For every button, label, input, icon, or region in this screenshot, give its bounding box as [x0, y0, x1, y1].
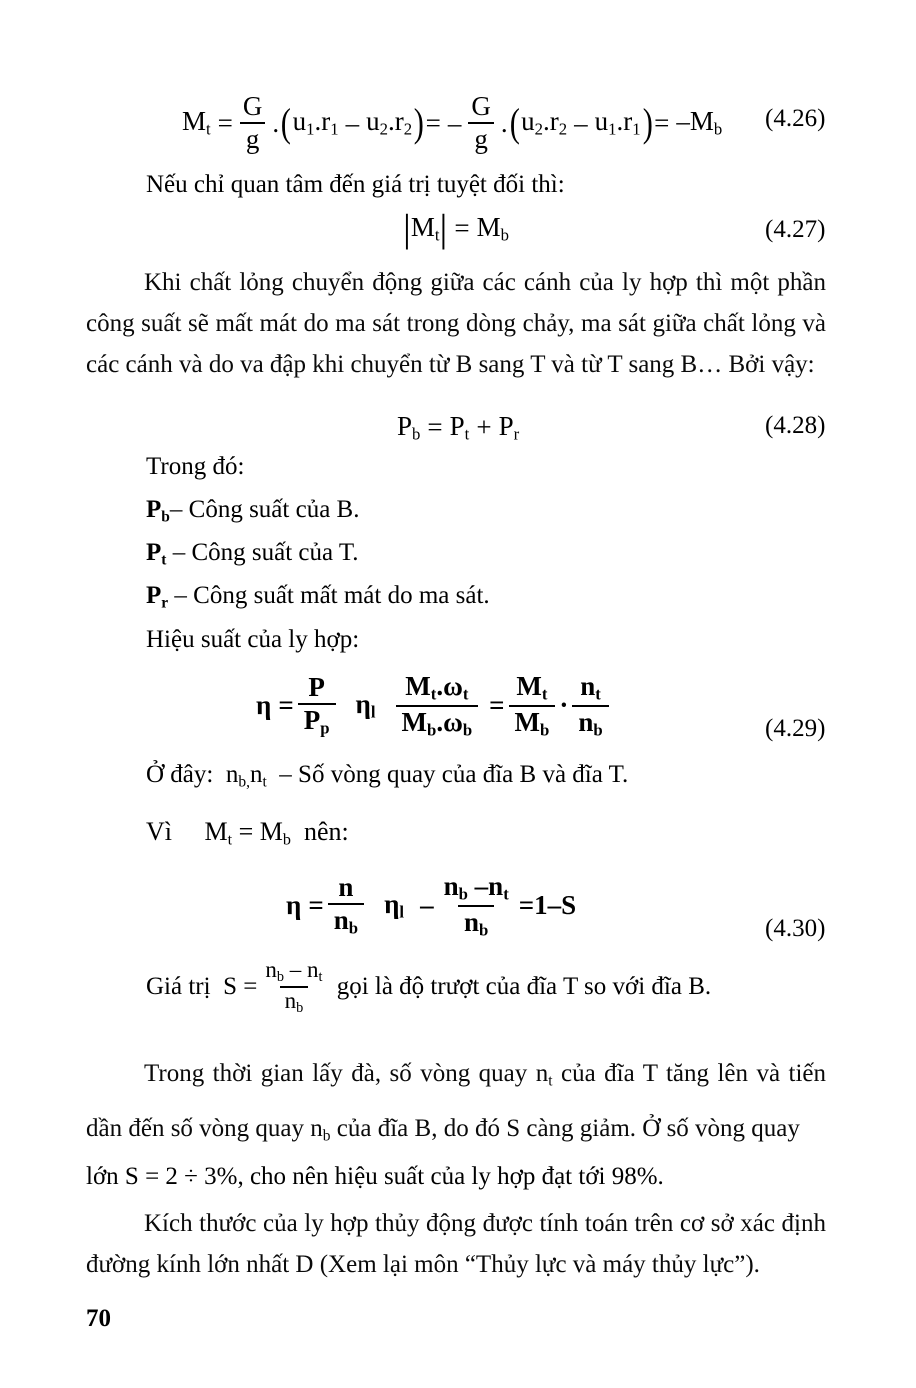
para-trong-thoi-c: của đĩa B, do đó S càng giảm. Ở số vòng quay [336, 1115, 800, 1143]
eq429-frac4-numerator: $n_t$ [580, 671, 601, 704]
symbol-nt-inline: $n_t$ [535, 1060, 553, 1090]
eq429-frac3-denominator: $M_b$ [509, 705, 556, 740]
gia-tri-fraction [260, 958, 327, 1016]
definition-pt-symbol: $P_t$ [146, 539, 167, 569]
eq427-rhs: $M_b$ [476, 212, 509, 245]
text-trong-do: Trong đó: [146, 453, 245, 480]
equation-4-27 [403, 206, 509, 250]
eq430-frac1-numerator: n [338, 872, 354, 903]
paragraph-khi-chat-long-text: Khi chất lỏng chuyển động giữa các cánh của ly hợp thì một phần công suất sẽ mất mát do ma sát trong dòng chảy, ma sát giữa chất lỏng và các cánh và do va đập khi chuyển từ B sang T và từ T sang B… Bởi vậy: [86, 269, 826, 378]
eq426-open-paren-1: ( [280, 99, 291, 145]
eq430-equals-2: = [518, 890, 535, 921]
symbol-mb: $M_b$ [259, 817, 291, 849]
text-gia-tri-s-equals: S = [223, 972, 258, 1000]
text-neu-chi-quan-tam: Nếu chỉ quan tâm đến giá trị tuyệt đối thì: [146, 171, 565, 198]
definition-pt [146, 536, 359, 577]
page-number: 70 [86, 1305, 111, 1332]
eq429-frac4-denominator: $n_b$ [572, 705, 608, 740]
eq429-frac2-denominator: $M_b.\omega_b$ [396, 705, 479, 740]
eq430-minus: – [420, 890, 434, 921]
eq430-eta: η [286, 890, 302, 921]
eq426-close-paren-2: ) [642, 99, 653, 145]
eq429-eta: η [256, 690, 272, 721]
eq427-abs-bar-right: | [439, 206, 448, 250]
eq428-lhs: $P_b$ [397, 411, 421, 444]
eq429-fraction-mt-over-mb [509, 672, 556, 739]
eq426-lhs: $M_t$ [182, 106, 211, 139]
definition-pr-symbol: $P_r$ [146, 582, 169, 612]
eq428-term-pt: $P_t$ [449, 411, 470, 444]
eq426-frac2-numerator: G [471, 91, 491, 121]
eq426-fraction-1 [237, 92, 269, 154]
eq426-term-u2r2-b: $u_2.r_2$ [521, 106, 568, 139]
paragraph-trong-thoi-gian [86, 1050, 826, 1161]
eq429-fraction-p-over-pp [298, 673, 336, 738]
eq426-equals-3: = [654, 107, 670, 138]
equation-number-4-29: (4.29) [765, 715, 826, 742]
eq430-eta-l-artifact: $\eta_l$ [384, 888, 405, 922]
symbol-mt: $M_t$ [204, 817, 233, 849]
paragraph-kich-thuoc [86, 1203, 826, 1285]
eq426-term-u2r2: $u_2.r_2$ [366, 106, 413, 139]
eq429-equals: = [278, 690, 294, 721]
eq426-negative-sign: – [447, 107, 462, 138]
text-vi-mt-mb [146, 815, 349, 858]
eq430-equals: = [308, 890, 324, 921]
eq426-frac1-numerator: G [242, 91, 263, 121]
para-trong-thoi-b: của đĩa T tăng lên và tiến dần đến số vòng quay [86, 1060, 827, 1143]
text-vi-suffix: nên: [303, 817, 349, 846]
definition-pb [146, 493, 359, 534]
eq429-frac2-numerator: $M_t.\omega_t$ [405, 671, 469, 704]
eq429-center-dot: · [559, 690, 569, 721]
eq426-minus-2: – [574, 107, 588, 138]
eq426-rhs: $-M_b$ [676, 106, 723, 139]
eq428-term-pr: $P_r$ [498, 411, 520, 444]
eq428-plus: + [476, 412, 492, 443]
eq430-fraction-slip [438, 872, 515, 939]
para-trong-thoi-a: Trong thời gian lấy đà, số vòng quay [144, 1060, 528, 1087]
eq426-open-paren-2: ( [509, 99, 520, 145]
eq429-fraction-nt-over-nb [572, 672, 608, 739]
eq429-frac1-denominator: $P_p$ [298, 703, 336, 738]
symbol-nt: $n_t$ [249, 761, 267, 791]
vi-equals: = [238, 817, 254, 846]
eq427-abs-bar-left: | [403, 206, 411, 250]
equation-4-29 [256, 672, 613, 739]
eq430-frac2-numerator: $n_b$ $-n_t$ [443, 871, 509, 904]
definition-pb-symbol: $P_b$ [146, 496, 170, 526]
eq426-term-u1r1: $u_1.r_1$ [292, 106, 339, 139]
symbol-nb: $n_{b,}$ [225, 761, 250, 791]
equation-4-28 [397, 411, 519, 445]
eq426-equals-2: = [425, 107, 441, 138]
paragraph-khi-chat-long [86, 262, 826, 385]
text-o-day-suffix: – Số vòng quay của đĩa B và đĩa T. [279, 761, 629, 788]
eq429-eta-l-artifact: $\eta_l$ [355, 688, 376, 722]
eq426-fraction-2 [465, 92, 497, 154]
eq426-dot-1: . [272, 107, 280, 138]
text-o-day [146, 758, 628, 799]
equation-4-30 [286, 872, 576, 939]
eq426-frac1-denominator: g [240, 122, 266, 154]
equation-number-4-28: (4.28) [765, 412, 826, 439]
eq428-equals: = [427, 412, 443, 443]
text-gia-tri-suffix: gọi là độ trượt của đĩa T so với đĩa B. [336, 972, 712, 1000]
text-lon-s: lớn S = 2 ÷ 3%, cho nên hiệu suất của ly hợp đạt tới 98%. [86, 1163, 664, 1190]
eq426-frac2-denominator: g [468, 122, 494, 154]
eq430-frac1-denominator: $n_b$ [328, 903, 364, 938]
equation-number-4-26: (4.26) [765, 105, 826, 132]
gia-tri-numerator: $n_b - n_t$ [265, 957, 323, 985]
gia-tri-denominator: $n_b$ [280, 986, 309, 1016]
definition-pt-text: – Công suất của T. [172, 539, 359, 566]
equation-number-4-27: (4.27) [765, 216, 826, 243]
eq430-rhs: 1–S [534, 890, 577, 921]
eq427-equals: = [454, 213, 470, 244]
eq429-equals-2: = [489, 690, 505, 721]
eq426-term-u1r1-b: $u_1.r_1$ [594, 106, 641, 139]
text-vi-prefix: Vì [146, 817, 172, 846]
eq427-lhs: $M_t$ [410, 212, 440, 245]
text-hieu-suat: Hiệu suất của ly hợp: [146, 626, 360, 653]
eq430-frac2-denominator: $n_b$ [458, 905, 494, 940]
text-o-day-prefix: Ở đây: [146, 761, 214, 788]
eq426-dot-2: . [500, 107, 508, 138]
eq430-fraction-n-over-nb [328, 873, 364, 938]
eq426-equals: = [217, 107, 233, 138]
eq429-fraction-moments-omega [396, 672, 479, 739]
definition-pb-text: – Công suất của B. [169, 496, 360, 523]
equation-number-4-30: (4.30) [765, 915, 826, 942]
paragraph-kich-thuoc-text: Kích thước của ly hợp thủy động được tính toán trên cơ sở xác định đường kính lớn nhất D (Xem lại môn “Thủy lực và máy thủy lực”). [86, 1210, 826, 1278]
eq429-frac1-numerator: P [308, 672, 325, 703]
eq429-frac3-numerator: $M_t$ [516, 671, 548, 704]
eq426-minus-1: – [345, 107, 360, 138]
equation-4-26 [182, 92, 722, 154]
text-gia-tri-s [146, 958, 711, 1016]
eq426-close-paren-1: ) [413, 99, 424, 145]
definition-pr-text: – Công suất mất mát do ma sát. [174, 582, 490, 609]
text-gia-tri-prefix: Giá trị [146, 972, 211, 1000]
symbol-nb-inline: $n_b$ [310, 1115, 331, 1145]
definition-pr [146, 579, 490, 620]
